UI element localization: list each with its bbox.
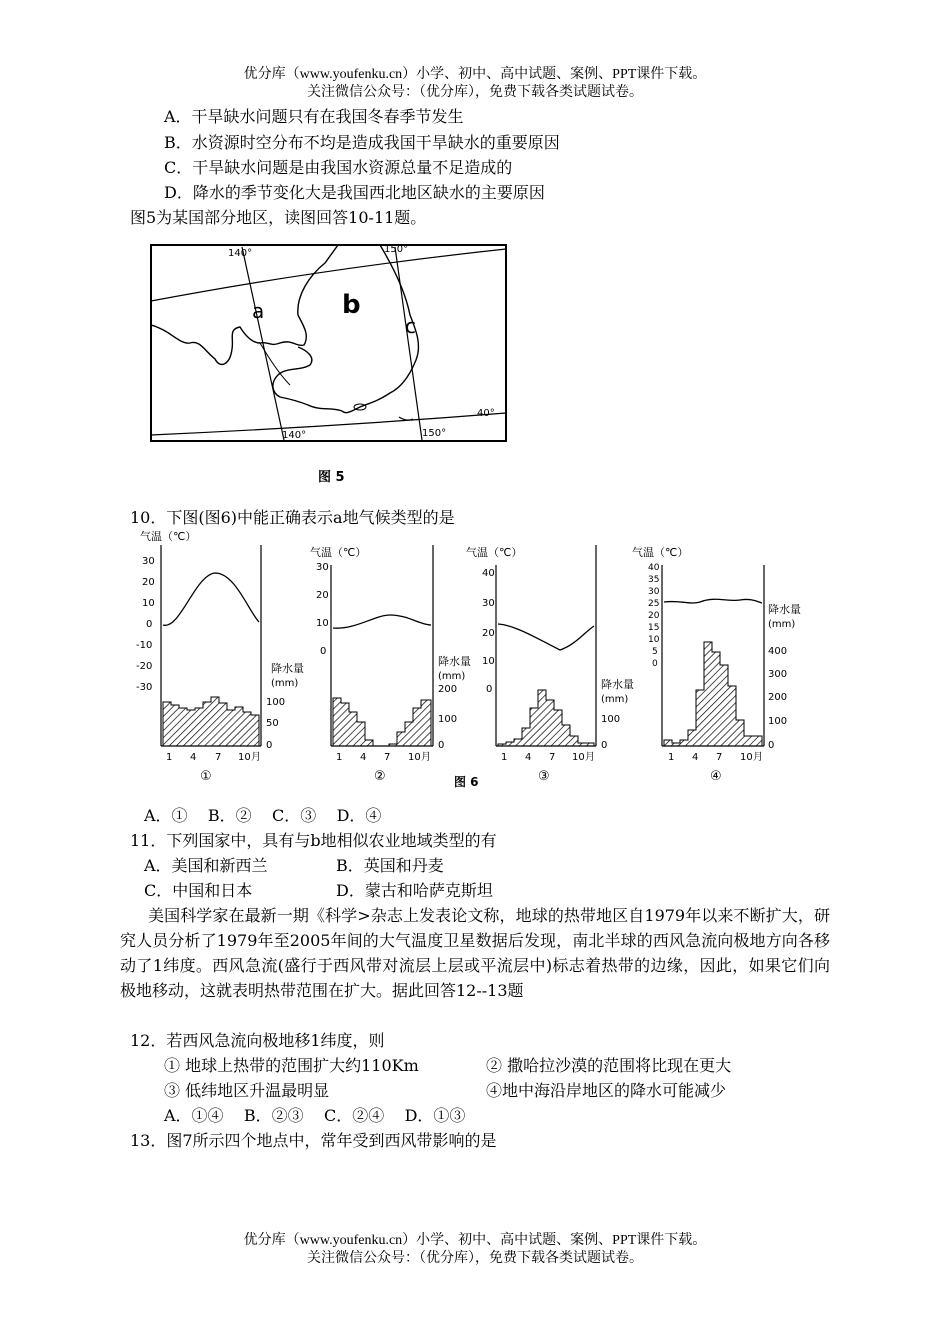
chart3-ptick: 0	[601, 740, 608, 751]
chart2-xtick: 10	[408, 752, 421, 763]
map-label-c: c	[405, 314, 416, 338]
chart3-ytick: 20	[482, 628, 495, 639]
chart1-ytick: 0	[146, 619, 153, 630]
q12-statement-4: ④地中海沿岸地区的降水可能减少	[486, 1081, 727, 1100]
chart1-ytick: -20	[136, 661, 153, 672]
map-label-b: b	[342, 290, 361, 320]
chart2-ptick: 100	[438, 714, 458, 725]
q10-stem: 10．下图(图6)中能正确表示a地气候类型的是	[130, 508, 455, 527]
chart3-id: ③	[538, 769, 550, 784]
lat-40: 40°	[477, 408, 495, 419]
chart4-ptick: 200	[768, 692, 788, 703]
chart2-id: ②	[374, 769, 386, 784]
chart4-ytick: 0	[652, 659, 658, 669]
chart4-xtick: 1	[668, 752, 675, 763]
q9-option-b: B．水资源时空分布不均是造成我国干旱缺水的重要原因	[164, 133, 560, 152]
chart4-xtick: 4	[692, 752, 699, 763]
chart4-ytick: 20	[648, 611, 660, 621]
header-line-1: 优分库（www.youfenku.cn）小学、初中、高中试题、案例、PPT课件下载。	[243, 67, 707, 82]
fig6-caption: 图 6	[454, 775, 479, 789]
chart1-ytick: 10	[142, 598, 155, 609]
footer-line-1: 优分库（www.youfenku.cn）小学、初中、高中试题、案例、PPT课件下载。	[243, 1233, 707, 1248]
chart1-xtick: 1	[166, 752, 173, 763]
chart2-xtick: 1	[336, 752, 343, 763]
climate-chart-2	[310, 545, 471, 784]
chart4-month: 月	[753, 752, 763, 763]
chart1-ytick: 20	[142, 577, 155, 588]
chart4-ptick: 0	[768, 740, 775, 751]
chart4-xtick: 7	[716, 752, 723, 763]
chart4-ptick: 100	[768, 716, 788, 727]
q9-option-a: A．干旱缺水问题只有在我国冬春季节发生	[164, 107, 464, 126]
chart3-xtick: 7	[549, 752, 556, 763]
q12-options: A．①④ B．②③ C．②④ D．①③	[164, 1106, 466, 1125]
q9-option-d: D．降水的季节变化大是我国西北地区缺水的主要原因	[164, 183, 545, 202]
chart1-month: 月	[251, 752, 261, 763]
q12-statement-2: ② 撒哈拉沙漠的范围将比现在更大	[486, 1056, 732, 1075]
q11-option-a: A．美国和新西兰	[144, 856, 268, 875]
chart1-ytick: -30	[136, 682, 153, 693]
chart1-ptick: 0	[266, 740, 273, 751]
chart3-ytick: 40	[482, 568, 495, 579]
chart2-ytick: 0	[320, 646, 327, 657]
chart3-ytick: 30	[482, 598, 495, 609]
chart1-xtick: 4	[190, 752, 197, 763]
chart2-ytick: 30	[316, 562, 329, 573]
q12-statement-3: ③ 低纬地区升温最明显	[164, 1081, 330, 1100]
chart2-temp-label: 气温（℃）	[310, 546, 367, 559]
map-label-a: a	[252, 299, 265, 323]
figure-6-climate-charts	[120, 530, 820, 800]
footer-line-2: 关注微信公众号：（优分库），免费下载各类试题试卷。	[307, 1251, 643, 1266]
chart2-precip-unit: (mm)	[438, 671, 466, 682]
lon-150-top: 150°	[384, 244, 409, 255]
q11-stem: 11．下列国家中，具有与b地相似农业地域类型的有	[130, 831, 497, 850]
q11-option-d: D．蒙古和哈萨克斯坦	[336, 881, 493, 900]
chart2-ytick: 20	[316, 590, 329, 601]
chart4-precip-unit: (mm)	[768, 619, 796, 630]
climate-chart-3	[454, 545, 634, 789]
chart1-temp-label: 气温（℃）	[140, 530, 197, 543]
chart3-precip-unit: (mm)	[601, 694, 629, 705]
chart3-month: 月	[585, 752, 595, 763]
climate-chart-4	[632, 545, 801, 784]
chart1-precip-label: 降水量	[271, 662, 304, 675]
chart3-ytick: 10	[482, 656, 495, 667]
chart3-ytick: 0	[486, 684, 493, 695]
lon-140-bottom: 140°	[282, 430, 307, 441]
chart1-ptick: 50	[266, 718, 279, 729]
chart4-ytick: 15	[648, 623, 660, 633]
chart4-ptick: 300	[768, 669, 788, 680]
chart4-ytick: 35	[648, 575, 660, 585]
chart4-ptick: 400	[768, 646, 788, 657]
chart4-id: ④	[710, 769, 722, 784]
chart1-precip-unit: (mm)	[271, 678, 299, 689]
chart2-precip-label: 降水量	[438, 655, 471, 668]
fig5-intro: 图5为某国部分地区，读图回答10-11题。	[130, 208, 427, 227]
chart2-xtick: 7	[384, 752, 391, 763]
chart1-xtick: 10	[238, 752, 251, 763]
chart2-ptick: 0	[438, 740, 445, 751]
chart4-ytick: 10	[648, 635, 660, 645]
chart3-precip-label: 降水量	[601, 678, 634, 691]
chart2-xtick: 4	[360, 752, 367, 763]
lon-150-bottom: 150°	[422, 428, 447, 439]
figure-5-map	[120, 235, 530, 495]
chart4-precip-label: 降水量	[768, 603, 801, 616]
q12-statement-1: ① 地球上热带的范围扩大约110Km	[164, 1056, 419, 1075]
chart1-id: ①	[200, 769, 212, 784]
chart2-ptick: 200	[438, 684, 458, 695]
q9-option-c: C．干旱缺水问题是由我国水资源总量不足造成的	[164, 158, 513, 177]
chart1-ytick: -10	[136, 640, 153, 651]
chart4-xtick: 10	[740, 752, 753, 763]
chart3-xtick: 10	[572, 752, 585, 763]
fig5-caption: 图 5	[318, 470, 345, 485]
q10-options: A．① B．② C．③ D．④	[144, 806, 382, 825]
header-line-2: 关注微信公众号：（优分库），免费下载各类试题试卷。	[307, 85, 643, 100]
chart1-xtick: 7	[215, 752, 222, 763]
q12-stem: 12．若西风急流向极地移1纬度，则	[130, 1031, 385, 1050]
chart2-month: 月	[421, 752, 431, 763]
reading-passage: 美国科学家在最新一期《科学>杂志上发表论文称，地球的热带地区自1979年以来不断扩大，研究人员分析了1979年至2005年间的大气温度卫星数据后发现，南北半球的西风急流向极地方向各移动了1纬度。西风急流(盛行于西风带对流层上层或平流层中)标志着热带的边缘，因此，如果它们向极地移动，这就表明热带范围在扩大。据此回答12--13题	[120, 906, 830, 1000]
chart3-xtick: 4	[525, 752, 532, 763]
chart3-ptick: 100	[601, 714, 621, 725]
q13-stem: 13．图7所示四个地点中，常年受到西风带影响的是	[130, 1131, 497, 1150]
lon-140-top: 140°	[228, 248, 253, 259]
q11-option-b: B．英国和丹麦	[336, 856, 444, 875]
chart1-ptick: 100	[266, 697, 286, 708]
chart3-temp-label: 气温（℃）	[466, 546, 523, 559]
chart1-ytick: 30	[142, 556, 155, 567]
chart4-ytick: 25	[648, 599, 660, 609]
chart3-xtick: 1	[501, 752, 508, 763]
chart4-ytick: 5	[652, 647, 658, 657]
q11-option-c: C．中国和日本	[144, 881, 253, 900]
chart4-temp-label: 气温（℃）	[632, 546, 689, 559]
chart2-ytick: 10	[316, 618, 329, 629]
climate-chart-1	[136, 529, 304, 784]
chart4-ytick: 40	[648, 563, 660, 573]
chart4-ytick: 30	[648, 587, 660, 597]
